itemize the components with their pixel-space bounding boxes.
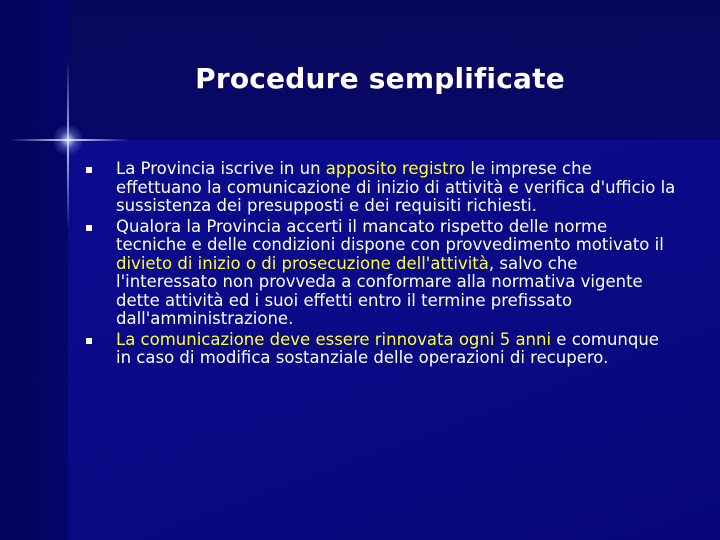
bullet-text	[116, 160, 676, 216]
bullet-item	[86, 160, 676, 216]
bullet-list	[86, 160, 676, 368]
slide-title: Procedure semplificate	[195, 62, 565, 95]
sparkle-glow-icon	[52, 124, 84, 156]
bullet-text	[116, 331, 676, 368]
bullet-item	[86, 218, 676, 329]
bullet-text-segment: Qualora la Provincia accerti il mancato rispetto delle norme tecniche e delle condizioni dispone con provvedimento motivato il	[116, 216, 664, 254]
square-bullet-icon	[86, 225, 92, 231]
bullet-text	[116, 218, 676, 329]
bullet-text-segment: e comunque in caso di modifica sostanziale delle operazioni di recupero.	[116, 329, 659, 367]
square-bullet-icon	[86, 167, 92, 173]
highlighted-text: La comunicazione deve essere rinnovata ogni 5 anni	[116, 329, 552, 349]
highlighted-text: apposito registro	[325, 159, 466, 178]
highlighted-text: divieto di inizio o di prosecuzione dell'attività	[116, 253, 489, 273]
bullet-text-segment: le imprese che effettuano la comunicazione di inizio di attività e verifica d'ufficio la sussistenza dei presupposti e dei requisiti richiesti.	[116, 159, 676, 215]
bullet-text-segment: La Provincia iscrive in un	[116, 159, 326, 178]
bullet-item	[86, 331, 676, 368]
bullet-text-segment: , salvo che l'interessato non provveda a conformare alla normativa vigente dette attività ed i suoi effetti entro il termine prefissato dall'amministrazione.	[116, 253, 643, 328]
square-bullet-icon	[86, 338, 92, 344]
